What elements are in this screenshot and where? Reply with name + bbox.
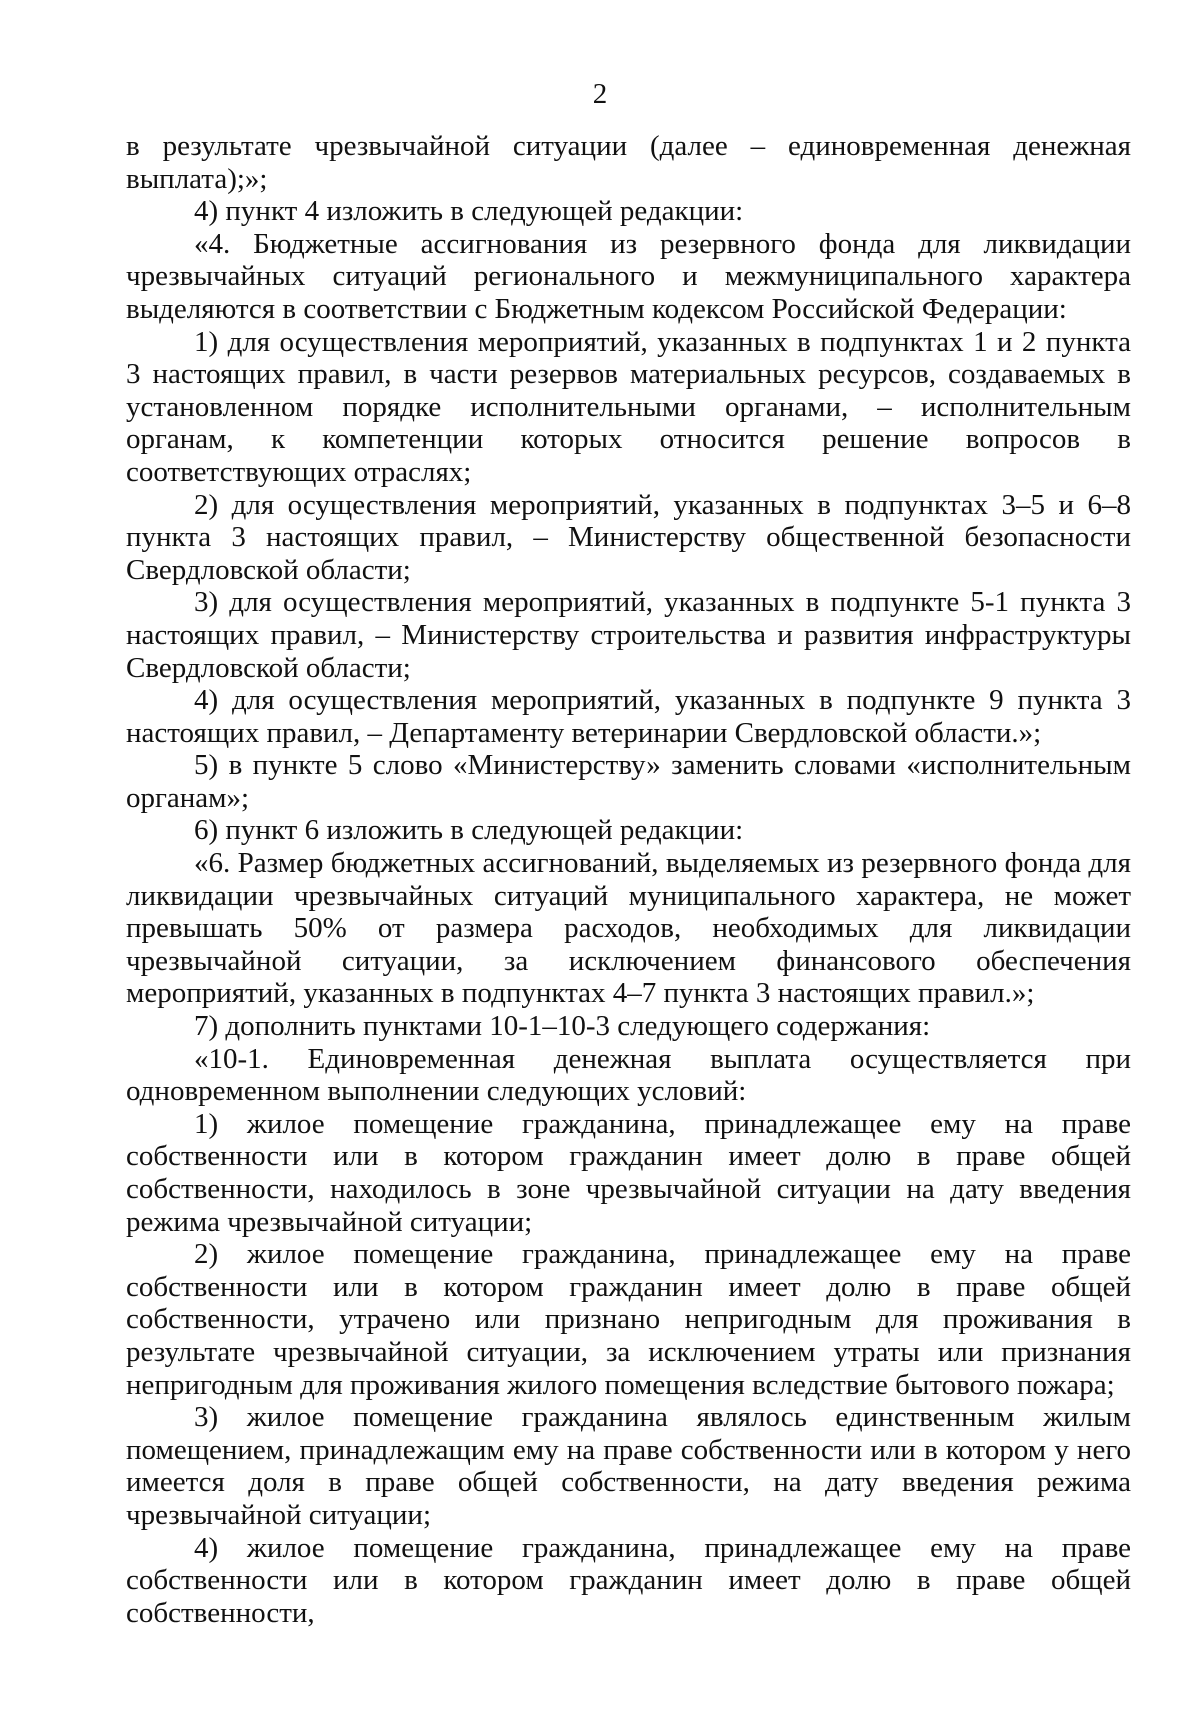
paragraph: «6. Размер бюджетных ассигнований, выделяемых из резервного фонда для ликвидации чрезвычайных ситуаций муниципального характера, не может превышать 50% от размера расходов, необходимых для ликвидации чрезвычайной ситуации, за исключением финансового обеспечения мероприятий, указанных в подпунктах 4–7 пункта 3 настоящих правил.»; (126, 847, 1131, 1010)
paragraph: 4) жилое помещение гражданина, принадлежащее ему на праве собственности или в котором гражданин имеет долю в праве общей собственности, (126, 1531, 1131, 1629)
paragraph: 5) в пункте 5 слово «Министерству» заменить словами «исполнительным органам»; (126, 749, 1131, 814)
paragraph: «10-1. Единовременная денежная выплата осуществляется при одновременном выполнении следующих условий: (126, 1042, 1131, 1108)
paragraph: 1) жилое помещение гражданина, принадлежащее ему на праве собственности или в котором гражданин имеет долю в праве общей собственности, находилось в зоне чрезвычайной ситуации на дату введения режима чрезвычайной ситуации; (126, 1107, 1131, 1238)
paragraph: в результате чрезвычайной ситуации (далее – единовременная денежная выплата);»; (126, 130, 1131, 195)
paragraph: 3) для осуществления мероприятий, указанных в подпункте 5-1 пункта 3 настоящих правил, – Министерству строительства и развития инфраструктуры Свердловской области; (126, 586, 1131, 684)
paragraph: 3) жилое помещение гражданина являлось единственным жилым помещением, принадлежащим ему на праве собственности или в котором у него имеется доля в праве общей собственности, на дату введения режима чрезвычайной ситуации; (126, 1401, 1131, 1531)
paragraph: 6) пункт 6 изложить в следующей редакции: (194, 814, 744, 847)
paragraph: «4. Бюджетные ассигнования из резервного фонда для ликвидации чрезвычайных ситуаций регионального и межмуниципального характера выделяются в соответствии с Бюджетным кодексом Российской Федерации: (126, 227, 1131, 325)
paragraph: 2) для осуществления мероприятий, указанных в подпунктах 3–5 и 6–8 пункта 3 настоящих правил, – Министерству общественной безопасности Свердловской области; (126, 488, 1131, 586)
paragraph: 2) жилое помещение гражданина, принадлежащее ему на праве собственности или в котором гражданин имеет долю в праве общей собственности, утрачено или признано непригодным для проживания в результате чрезвычайной ситуации, за исключением утраты или признания непригодным для проживания жилого помещения вследствие бытового пожара; (126, 1238, 1131, 1401)
document-body (126, 130, 1131, 1629)
paragraph: 4) для осуществления мероприятий, указанных в подпункте 9 пункта 3 настоящих правил, – Департаменту ветеринарии Свердловской области.»; (126, 684, 1131, 749)
paragraph: 7) дополнить пунктами 10-1–10-3 следующего содержания: (194, 1010, 931, 1043)
paragraph: 4) пункт 4 изложить в следующей редакции: (194, 195, 744, 228)
paragraph: 1) для осуществления мероприятий, указанных в подпунктах 1 и 2 пункта 3 настоящих правил, в части резервов материальных ресурсов, создаваемых в установленном порядке исполнительными органами, – исполнительным органам, к компетенции которых относится решение вопросов в соответствующих отраслях; (126, 325, 1131, 488)
page-number: 2 (592, 78, 608, 110)
